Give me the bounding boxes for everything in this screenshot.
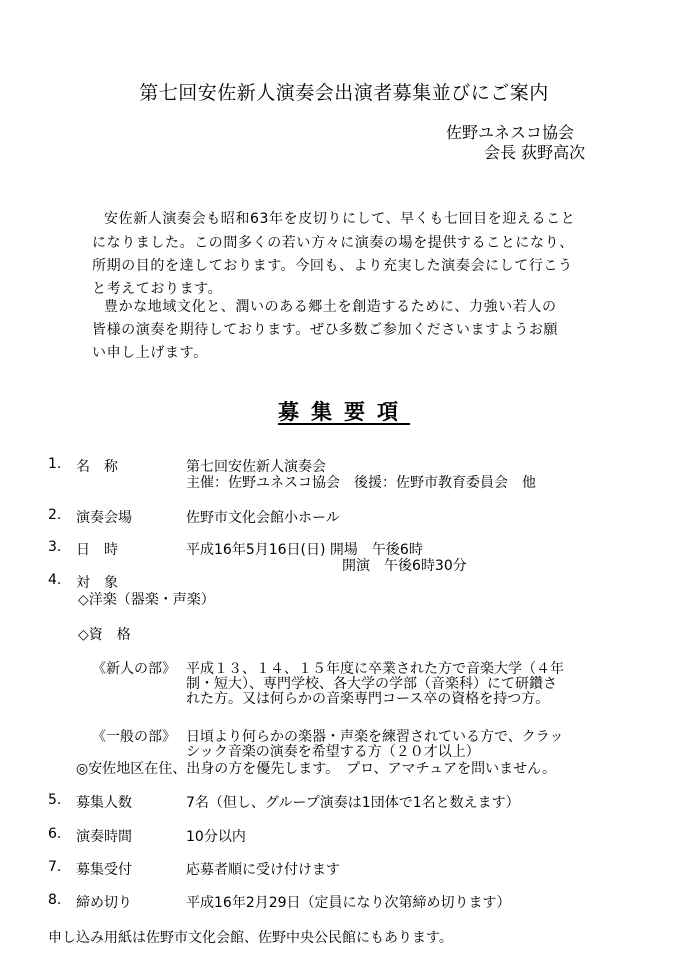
- item-value-count: 7名（但し、グループ演奏は1団体で1名と数えます）: [186, 795, 520, 811]
- item-label-deadline: 締め切り: [76, 895, 132, 911]
- intro-line: 安佐新人演奏会も昭和63年を皮切りにして、早くも七回目を迎えること: [104, 211, 576, 227]
- document-title: 第七回安佐新人演奏会出演者募集並びにご案内: [139, 82, 549, 104]
- item-number: 7.: [48, 859, 62, 875]
- item-number: 6.: [48, 826, 62, 842]
- general-division-text: 日頃より何らかの楽器・声楽を練習されている方で、クラッ: [186, 729, 564, 745]
- item-number: 3.: [48, 539, 62, 555]
- intro-line: 皆様の演奏を期待しております。ぜひ多数ご参加くださいますようお願: [92, 322, 559, 338]
- item-value-opening: 平成16年5月16日(日) 開場 午後6時: [186, 542, 423, 558]
- general-division-text: シック音楽の演奏を希望する方（２０才以上）: [186, 744, 480, 760]
- organization-name: 佐野ユネスコ協会: [446, 123, 575, 142]
- item-value-reception: 応募者順に受け付けます: [186, 862, 340, 878]
- newcomer-division-text: 平成１３、１４、１５年度に卒業された方で音楽大学（４年: [186, 661, 564, 677]
- section-heading-text: 募集要項: [278, 400, 410, 424]
- item-number: 2.: [48, 507, 62, 523]
- intro-line: と考えております。: [92, 281, 223, 297]
- item-number: 1.: [48, 456, 62, 472]
- item-value-deadline: 平成16年2月29日（定員になり次第締め切ります）: [186, 895, 511, 911]
- president-name: 会長 荻野高次: [484, 143, 586, 162]
- intro-line: になりました。この間多くの若い方々に演奏の場を提供することになり、: [92, 235, 574, 251]
- item-number: 5.: [48, 792, 62, 808]
- intro-line: い申し上げます。: [92, 345, 208, 361]
- target-genre: ◇洋楽（器楽・声楽）: [78, 592, 215, 608]
- newcomer-division-label: 《新人の部》: [92, 661, 176, 677]
- item-value-start: 開演 午後6時30分: [342, 558, 467, 574]
- item-label-venue: 演奏会場: [76, 510, 132, 526]
- item-label-datetime: 日 時: [76, 542, 118, 558]
- item-label-count: 募集人数: [76, 795, 132, 811]
- intro-line: 所期の目的を達しております。今回も、より充実した演奏会にして行こう: [92, 258, 573, 274]
- item-number: 4.: [48, 572, 62, 588]
- qualification-label: ◇資 格: [78, 627, 131, 643]
- newcomer-division-text: れた方。又は何らかの音楽専門コース卒の資格を持つ方。: [186, 691, 550, 707]
- item-value-organizers: 主催：佐野ユネスコ協会 後援：佐野市教育委員会 他: [186, 475, 536, 491]
- item-value-venue: 佐野市文化会館小ホール: [186, 510, 340, 526]
- intro-line: 豊かな地域文化と、潤いのある郷土を創造するために、力強い若人の: [104, 299, 557, 315]
- item-number: 8.: [48, 892, 62, 908]
- priority-note: ◎安佐地区在住、出身の方を優先します。 プロ、アマチュアを問いません。: [76, 761, 556, 777]
- item-label-reception: 募集受付: [76, 862, 132, 878]
- general-division-label: 《一般の部》: [92, 729, 176, 745]
- item-label-target: 対 象: [76, 575, 118, 591]
- footer-note: 申し込み用紙は佐野市文化会館、佐野中央公民館にもあります。: [48, 930, 453, 946]
- item-label-duration: 演奏時間: [76, 829, 132, 845]
- item-value-name: 第七回安佐新人演奏会: [186, 459, 326, 475]
- section-heading: [0, 396, 688, 426]
- newcomer-division-text: 制・短大）、専門学校、各大学の学部（音楽科）にて研鑽さ: [186, 676, 557, 692]
- item-value-duration: 10分以内: [186, 829, 246, 845]
- item-label-name: 名 称: [76, 459, 118, 475]
